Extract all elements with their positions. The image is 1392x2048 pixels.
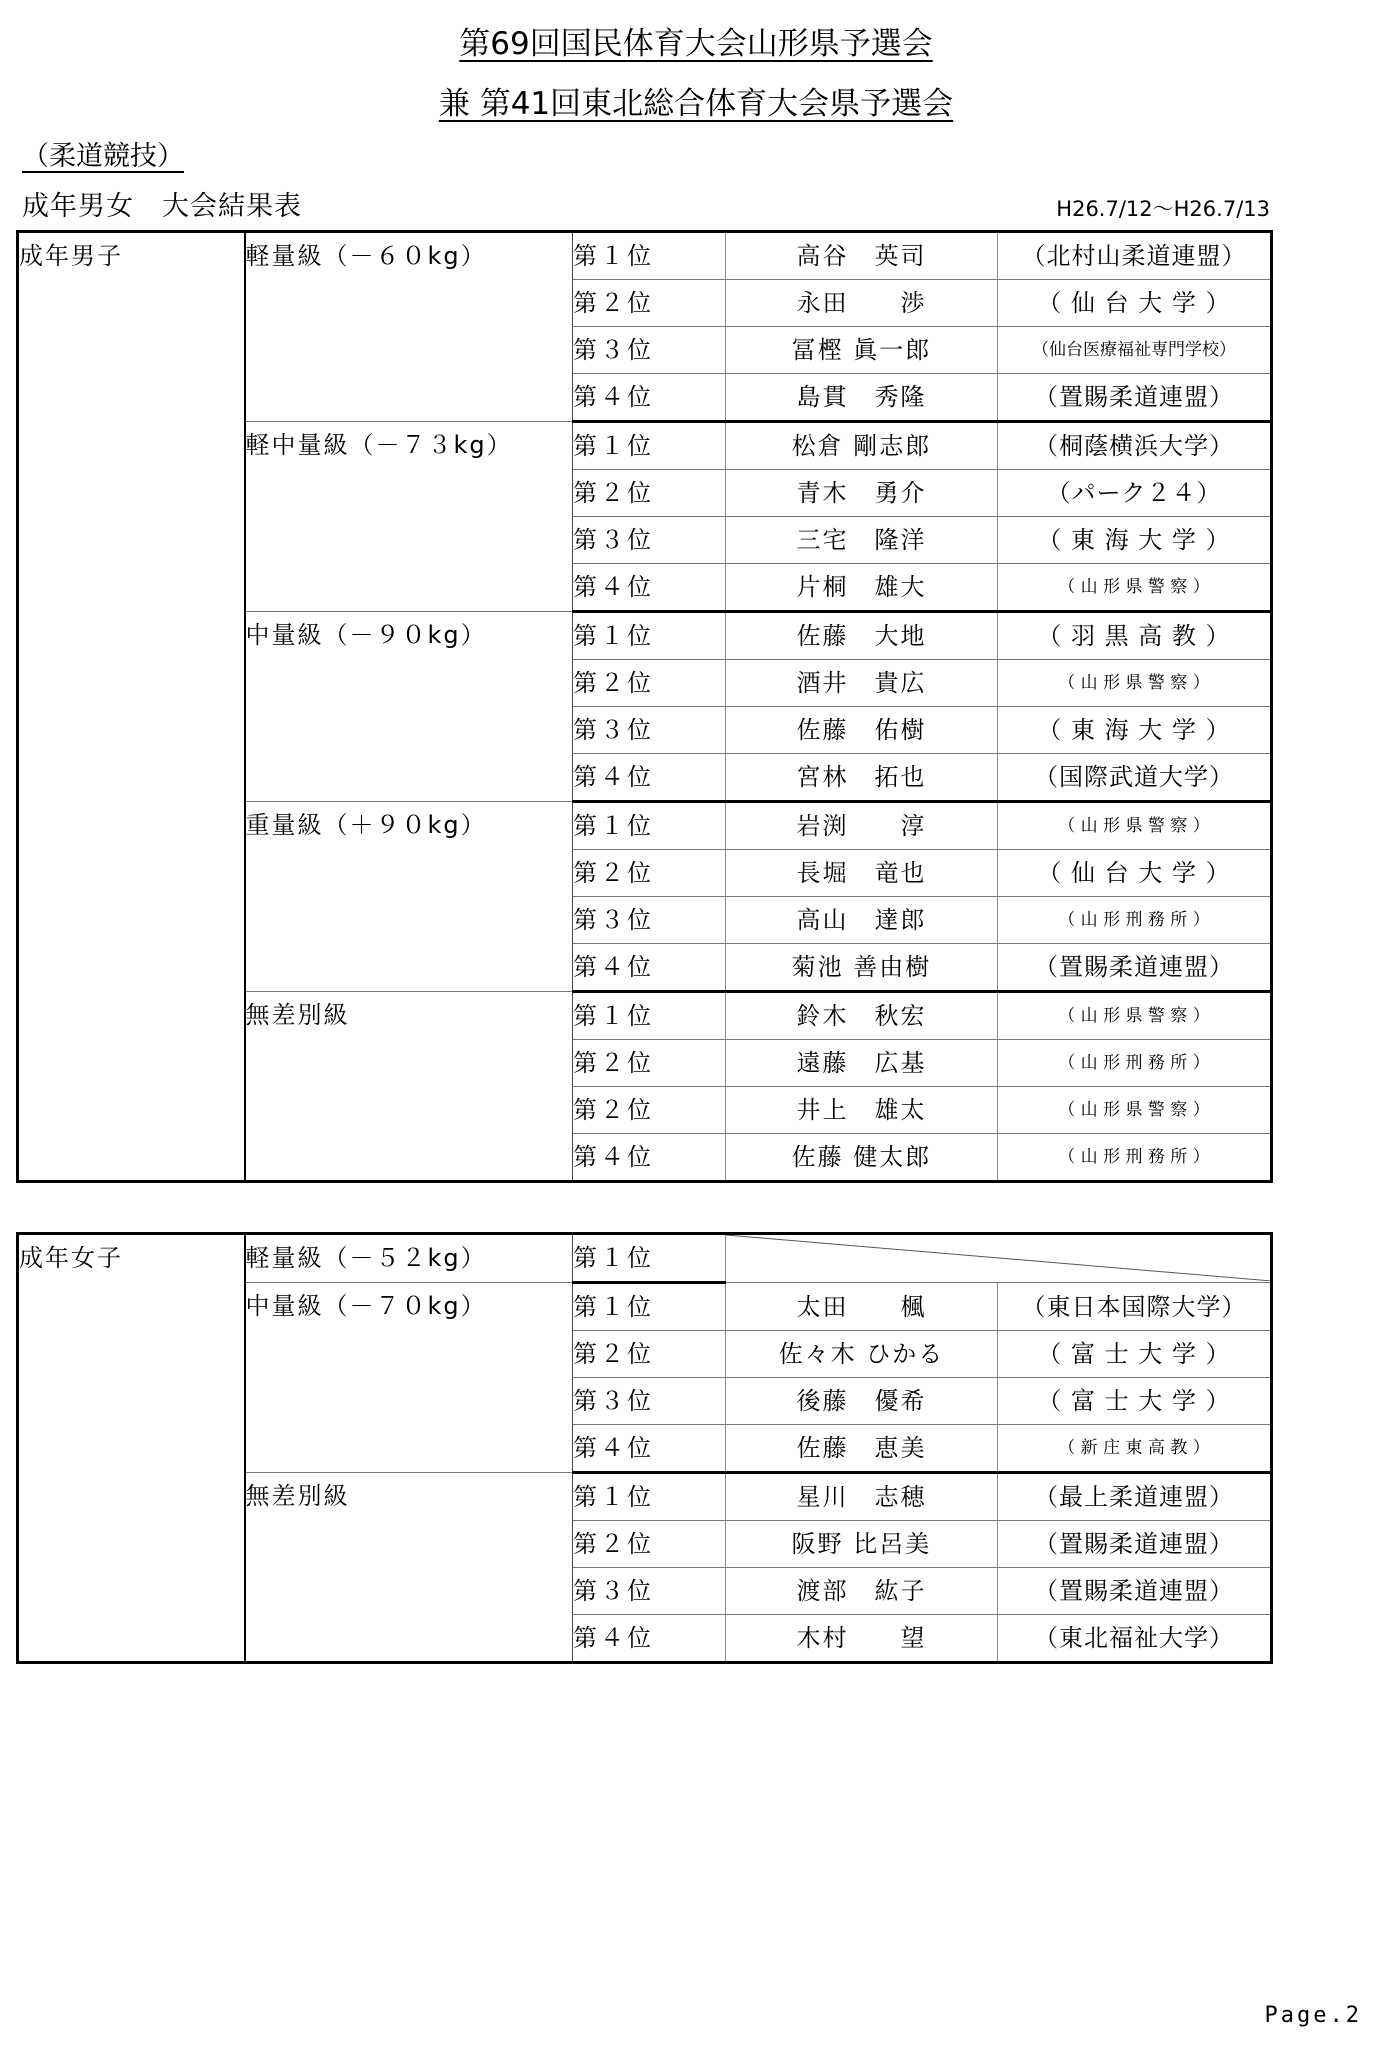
team-cell: （ 富 士 大 学 ） <box>998 1378 1272 1425</box>
rank-cell: 第３位 <box>573 707 726 754</box>
athlete-name-cell: 渡部 紘子 <box>726 1568 998 1615</box>
athlete-name-cell: 井上 雄太 <box>726 1087 998 1134</box>
rank-cell: 第２位 <box>573 470 726 517</box>
rank-cell: 第３位 <box>573 327 726 374</box>
rank-cell: 第４位 <box>573 374 726 422</box>
rank-cell: 第２位 <box>573 660 726 707</box>
team-cell: （置賜柔道連盟） <box>998 944 1272 992</box>
athlete-name-cell: 太田 楓 <box>726 1283 998 1331</box>
rank-cell: 第２位 <box>573 280 726 327</box>
rank-cell: 第２位 <box>573 1040 726 1087</box>
team-cell: （最上柔道連盟） <box>998 1473 1272 1521</box>
athlete-name-cell: 酒井 貴広 <box>726 660 998 707</box>
team-cell: （ 富 士 大 学 ） <box>998 1331 1272 1378</box>
athlete-name-cell: 木村 望 <box>726 1615 998 1663</box>
athlete-name-cell: 高山 達郎 <box>726 897 998 944</box>
weight-class-cell: 中量級（－９０kg） <box>245 612 573 802</box>
rank-cell: 第４位 <box>573 944 726 992</box>
team-cell: （ 仙 台 大 学 ） <box>998 280 1272 327</box>
sport-label: （柔道競技） <box>22 141 184 172</box>
team-cell: （ 東 海 大 学 ） <box>998 517 1272 564</box>
athlete-name-cell: 宮林 拓也 <box>726 754 998 802</box>
team-cell: （ 山 形 県 警 察 ） <box>998 992 1272 1040</box>
team-cell: （パーク２４） <box>998 470 1272 517</box>
athlete-name-cell: 佐々木 ひかる <box>726 1331 998 1378</box>
rank-cell: 第１位 <box>573 992 726 1040</box>
rank-cell: 第４位 <box>573 564 726 612</box>
results-heading: 成年男女 大会結果表 <box>22 191 302 222</box>
men-results-table <box>16 230 1273 1183</box>
rank-cell: 第１位 <box>573 1283 726 1331</box>
team-cell: （桐蔭横浜大学） <box>998 422 1272 470</box>
team-cell: （置賜柔道連盟） <box>998 1568 1272 1615</box>
team-cell: （ 山 形 県 警 察 ） <box>998 660 1272 707</box>
title-line1-text: 第69回国民体育大会山形県予選会 <box>459 26 933 62</box>
team-cell: （ 仙 台 大 学 ） <box>998 850 1272 897</box>
weight-class-cell: 軽中量級（－７３kg） <box>245 422 573 612</box>
rank-cell: 第４位 <box>573 1615 726 1663</box>
weight-class-cell: 重量級（＋９０kg） <box>245 802 573 992</box>
team-cell: （仙台医療福祉専門学校） <box>998 327 1272 374</box>
rank-cell: 第１位 <box>573 1473 726 1521</box>
team-cell: （ 山 形 県 警 察 ） <box>998 802 1272 850</box>
rank-cell: 第３位 <box>573 1378 726 1425</box>
women-results-table <box>16 1232 1273 1664</box>
weight-class-cell: 無差別級 <box>245 1473 573 1663</box>
team-cell: （ 山 形 刑 務 所 ） <box>998 897 1272 944</box>
date-range: H26.7/12～H26.7/13 <box>1056 197 1270 221</box>
team-cell: （北村山柔道連盟） <box>998 232 1272 280</box>
page-number: Page.2 <box>1264 2003 1362 2028</box>
team-cell: （国際武道大学） <box>998 754 1272 802</box>
athlete-name-cell: 青木 勇介 <box>726 470 998 517</box>
team-cell: （置賜柔道連盟） <box>998 1521 1272 1568</box>
team-cell: （ 羽 黒 高 教 ） <box>998 612 1272 660</box>
rank-cell: 第２位 <box>573 1331 726 1378</box>
team-cell: （東日本国際大学） <box>998 1283 1272 1331</box>
category-cell: 成年男子 <box>18 232 245 1182</box>
athlete-name-cell: 阪野 比呂美 <box>726 1521 998 1568</box>
category-cell: 成年女子 <box>18 1234 245 1663</box>
athlete-name-cell: 片桐 雄大 <box>726 564 998 612</box>
team-cell: （ 山 形 刑 務 所 ） <box>998 1040 1272 1087</box>
athlete-name-cell: 佐藤 佑樹 <box>726 707 998 754</box>
rank-cell: 第３位 <box>573 1568 726 1615</box>
document-title-line2 <box>0 84 1392 124</box>
document-title-line1 <box>0 24 1392 64</box>
rank-cell: 第３位 <box>573 897 726 944</box>
rank-cell: 第３位 <box>573 517 726 564</box>
team-cell: （置賜柔道連盟） <box>998 374 1272 422</box>
rank-cell: 第４位 <box>573 1134 726 1182</box>
athlete-name-cell: 高谷 英司 <box>726 232 998 280</box>
rank-cell: 第４位 <box>573 754 726 802</box>
rank-cell: 第２位 <box>573 1087 726 1134</box>
rank-cell: 第２位 <box>573 1521 726 1568</box>
rank-cell: 第１位 <box>573 1234 726 1283</box>
athlete-name-cell: 佐藤 健太郎 <box>726 1134 998 1182</box>
athlete-name-cell: 遠藤 広基 <box>726 1040 998 1087</box>
athlete-name-cell: 佐藤 恵美 <box>726 1425 998 1473</box>
team-cell: （ 山 形 刑 務 所 ） <box>1058 1147 1210 1167</box>
title-line2-text: 兼 第41回東北総合体育大会県予選会 <box>438 86 954 122</box>
athlete-name-cell: 松倉 剛志郎 <box>726 422 998 470</box>
athlete-name-cell: 後藤 優希 <box>726 1378 998 1425</box>
rank-cell: 第２位 <box>573 850 726 897</box>
table-row <box>18 1234 1272 1283</box>
weight-class-cell: 中量級（－７０kg） <box>245 1283 573 1473</box>
athlete-name-cell: 佐藤 大地 <box>726 612 998 660</box>
team-cell: （ 山 形 県 警 察 ） <box>998 1087 1272 1134</box>
rank-cell: 第１位 <box>573 232 726 280</box>
athlete-name-cell: 菊池 善由樹 <box>726 944 998 992</box>
rank-cell: 第１位 <box>573 612 726 660</box>
athlete-name-cell: 三宅 隆洋 <box>726 517 998 564</box>
athlete-name-cell: 冨樫 眞一郎 <box>726 327 998 374</box>
weight-class-cell: 軽量級（－５２kg） <box>245 1234 573 1283</box>
athlete-name-cell: 長堀 竜也 <box>726 850 998 897</box>
rank-cell: 第１位 <box>573 802 726 850</box>
rank-cell: 第４位 <box>573 1425 726 1473</box>
athlete-name-cell: 鈴木 秋宏 <box>726 992 998 1040</box>
weight-class-cell: 無差別級 <box>245 992 573 1182</box>
athlete-name-cell: 永田 渉 <box>726 280 998 327</box>
weight-class-cell: 軽量級（－６０kg） <box>245 232 573 422</box>
rank-cell: 第１位 <box>573 422 726 470</box>
athlete-name-cell: 岩渕 淳 <box>726 802 998 850</box>
team-cell: （ 東 海 大 学 ） <box>998 707 1272 754</box>
team-cell: （ 山 形 県 警 察 ） <box>998 564 1272 612</box>
vacant-diagonal <box>726 1235 1272 1281</box>
team-cell: （ 新 庄 東 高 教 ） <box>998 1425 1272 1473</box>
vacant-result-cell <box>726 1234 1272 1283</box>
team-cell: （東北福祉大学） <box>1034 1624 1234 1652</box>
athlete-name-cell: 島貫 秀隆 <box>726 374 998 422</box>
athlete-name-cell: 星川 志穂 <box>726 1473 998 1521</box>
table-row <box>18 232 1272 280</box>
